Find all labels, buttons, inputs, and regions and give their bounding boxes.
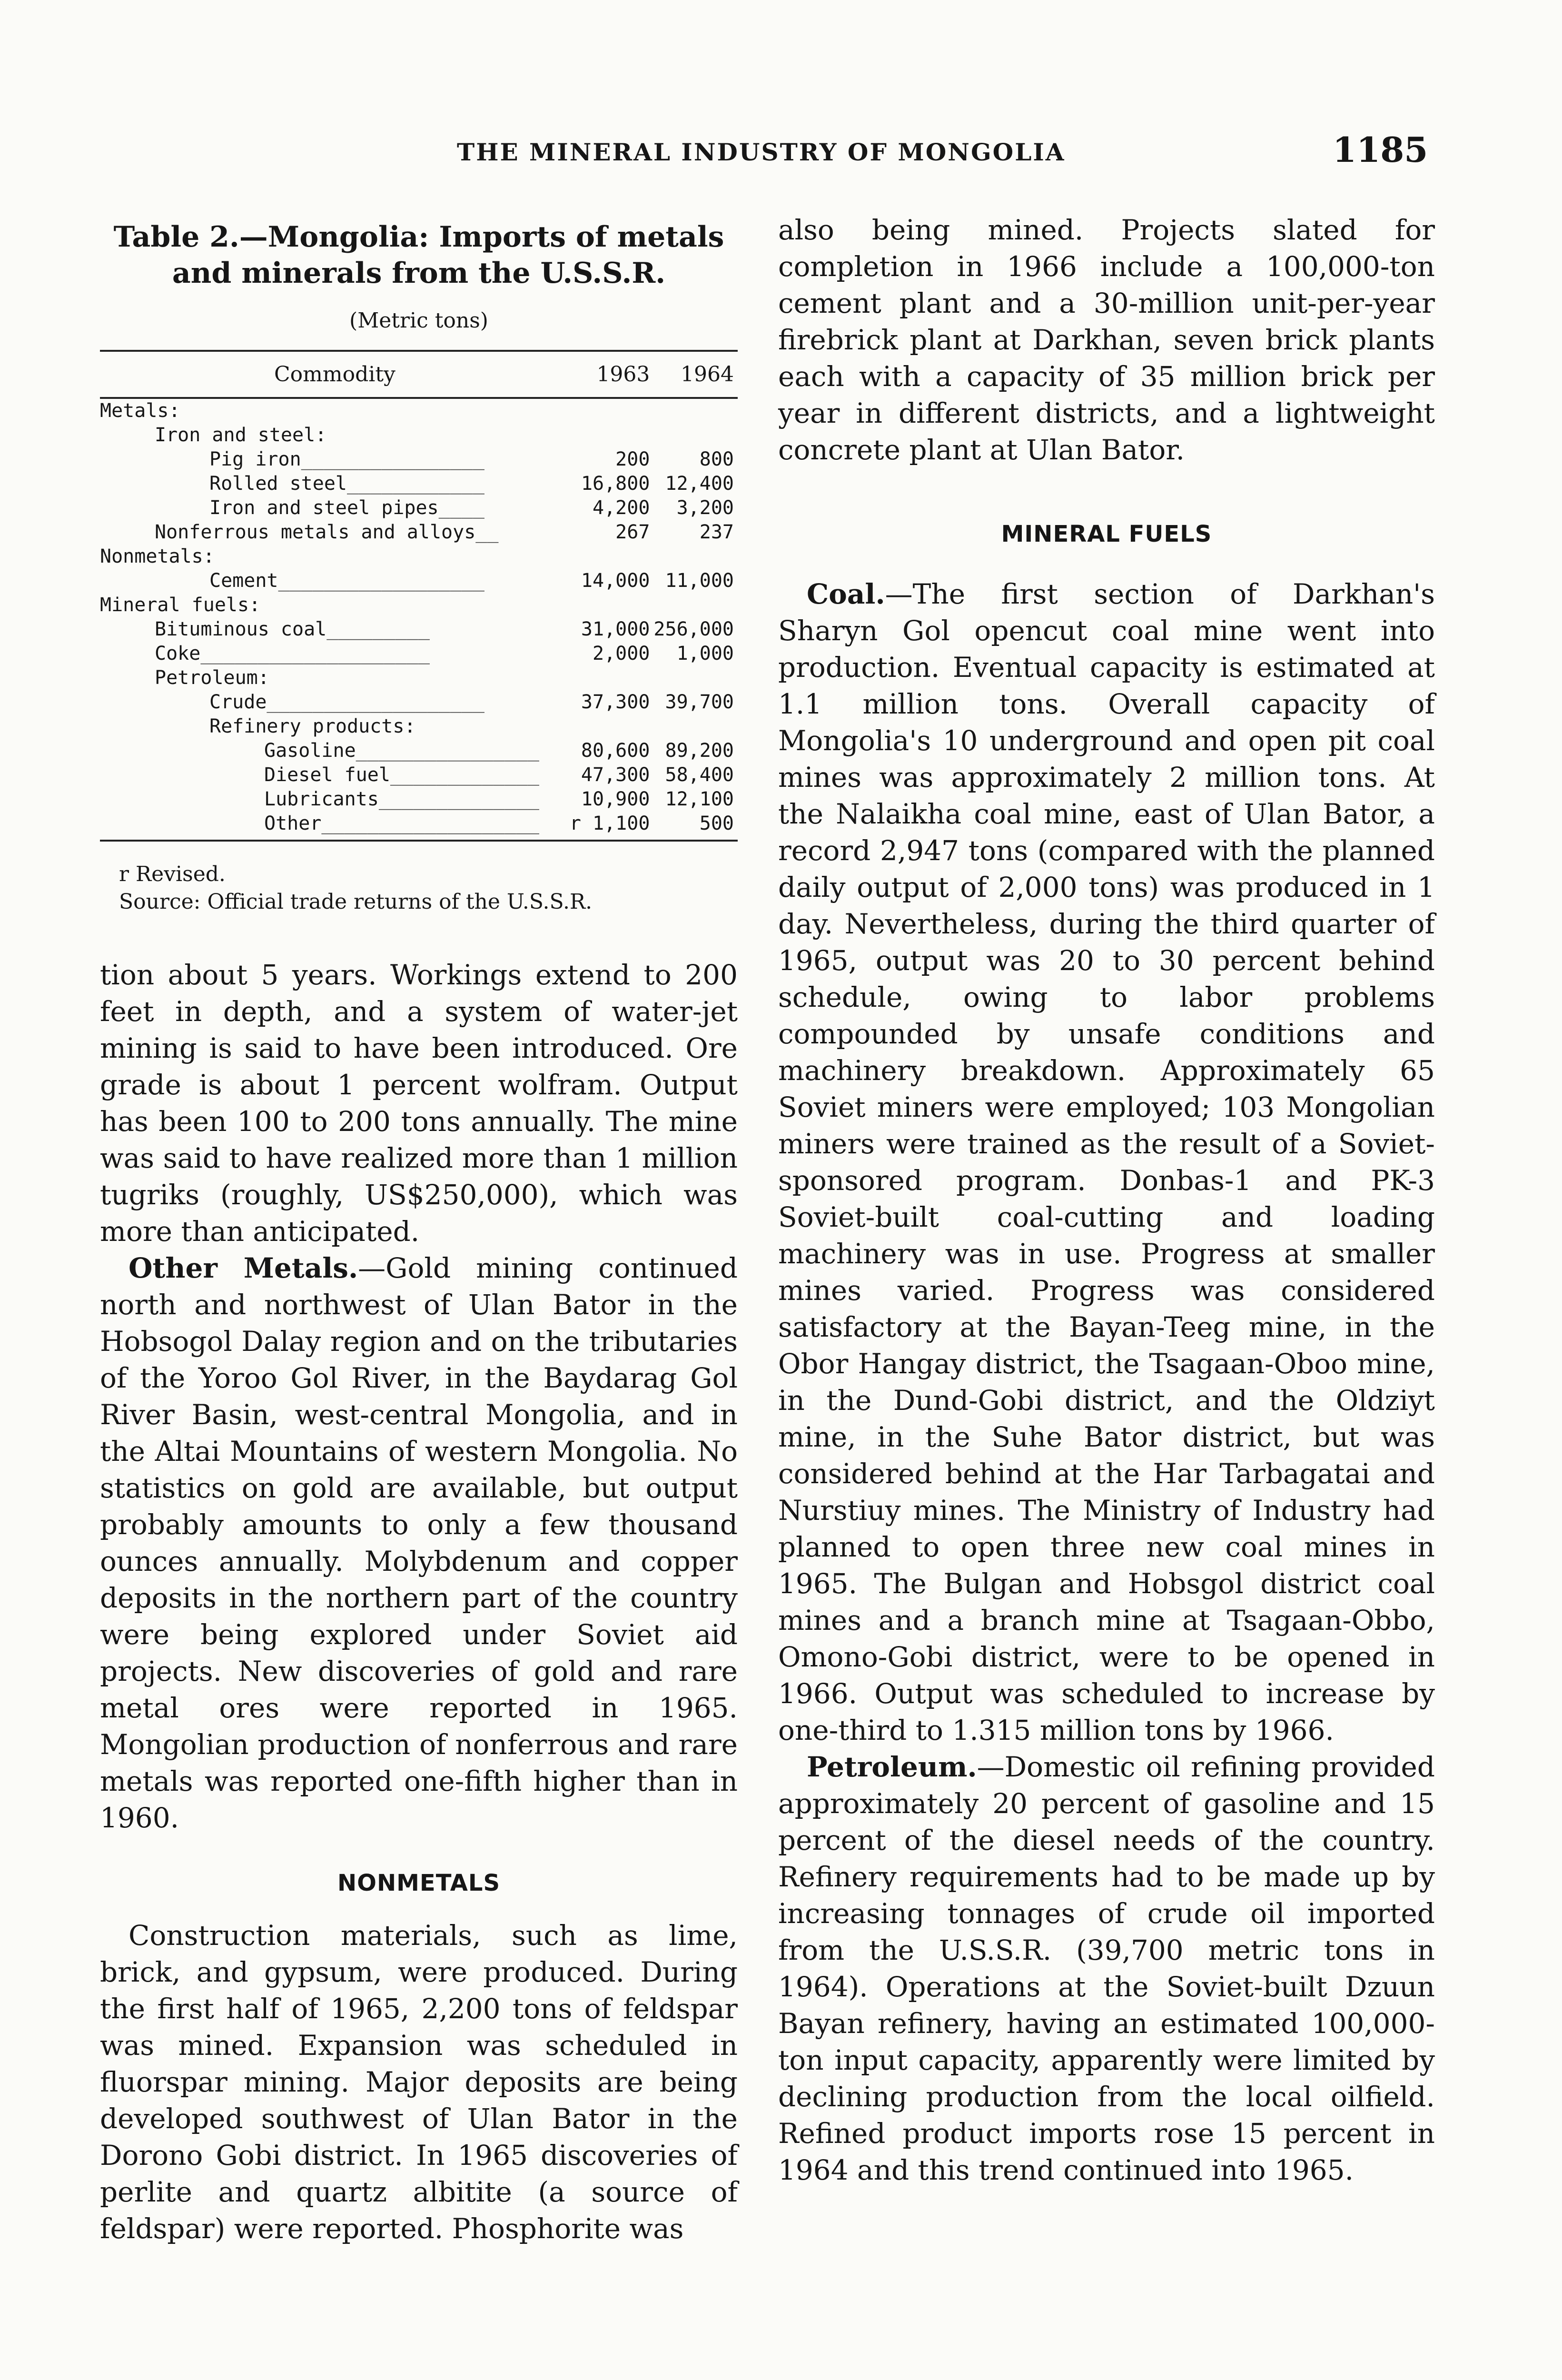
- value-cell-1963: 80,600: [581, 740, 650, 762]
- leader-dots: ____________: [346, 473, 484, 495]
- commodity-cell: [100, 447, 570, 472]
- table-header-row: [100, 351, 738, 398]
- column-header-commodity: Commodity: [100, 351, 570, 398]
- leader-dots: ____________________: [200, 643, 430, 664]
- table-title-line2: and minerals from the U.S.S.R.: [172, 257, 666, 290]
- paragraph-petroleum: [778, 1749, 1435, 2189]
- table-row: [100, 812, 738, 841]
- table-row: [100, 472, 738, 496]
- petroleum-text: —Domestic oil refining provided approximately 20 percent of gasoline and 15 percent of the diesel needs of the country. Refinery requirements had to be made up by increasing tonnages of crude oil imported from the U.S.S.R. (39,700 metric tons in 1964). Operations at the Soviet-built Dzuun Bayan refinery, having an estimated 100,000-ton input capacity, apparently were limited by declining production from the local oilfield. Refined product imports rose 15 percent in 1964 and this trend continued into 1965.: [778, 1751, 1435, 2186]
- table-row: [100, 763, 738, 787]
- commodity-label: Diesel fuel: [264, 764, 390, 786]
- value-cell-1963: 47,300: [581, 764, 650, 786]
- value-cell-1964: 237: [699, 521, 734, 543]
- runin-petroleum: Petroleum.: [807, 1751, 977, 1783]
- value-cell-1964: 12,100: [665, 788, 734, 810]
- commodity-cell: [100, 496, 570, 520]
- leader-dots: ________________: [301, 448, 484, 470]
- commodity-label: Pig iron: [209, 448, 301, 470]
- commodity-label: Iron and steel:: [155, 424, 327, 446]
- value-cell-1963: 2,000: [593, 643, 650, 664]
- value-cell-1963: 31,000: [581, 618, 650, 640]
- table-row: [100, 496, 738, 520]
- table-row: [100, 739, 738, 763]
- commodity-cell: [100, 472, 570, 496]
- commodity-label: Refinery products:: [209, 715, 416, 737]
- paragraph-coal: [778, 576, 1435, 1749]
- commodity-cell: [100, 763, 570, 787]
- heading-nonmetals: NONMETALS: [337, 1870, 501, 1896]
- commodity-label: Rolled steel: [209, 473, 347, 495]
- paragraph-other-metals: [100, 1250, 738, 1836]
- value-cell-1963: 37,300: [581, 691, 650, 713]
- commodity-label: Coke: [155, 643, 201, 664]
- runin-coal: Coal.: [807, 578, 885, 610]
- commodity-cell: [100, 690, 570, 714]
- page-number: 1185: [1333, 129, 1428, 170]
- commodity-label: Metals:: [100, 400, 180, 422]
- table-row: [100, 569, 738, 593]
- table-row: [100, 398, 738, 423]
- commodity-label: Lubricants: [264, 788, 379, 810]
- commodity-label: Bituminous coal: [155, 618, 327, 640]
- commodity-cell: [100, 545, 570, 569]
- table-row: [100, 593, 738, 617]
- table-body: [100, 398, 738, 841]
- commodity-cell: [100, 666, 570, 690]
- commodity-cell: [100, 520, 570, 545]
- commodity-cell: [100, 423, 570, 447]
- value-cell-1964: [653, 714, 738, 739]
- leader-dots: ___________________: [321, 813, 539, 834]
- value-cell-1963: [570, 398, 654, 423]
- paragraph-tungsten-cont: tion about 5 years. Workings extend to 200 feet in depth, and a system of water-jet mining is said to have been introduced. Ore grade is about 1 percent wolfram. Output has been 100 to 200 tons annually. The mine was said to have realized more than 1 million tugriks (roughly, US$250,000), which was more than anticipated.: [100, 959, 738, 1248]
- value-cell-1964: 500: [653, 812, 738, 841]
- table-row: [100, 787, 738, 812]
- value-cell-1964: 58,400: [665, 764, 734, 786]
- coal-text: —The first section of Darkhan's Sharyn Gol opencut coal mine went into production. Eventual capacity is estimated at 1.1 million tons. Overall capacity of Mongolia's 10 underground and open pit coal mines was approximately 2 million tons. At the Nalaikha coal mine, east of Ulan Bator, a record 2,947 tons (compared with the planned daily output of 2,000 tons) was produced in 1 day. Nevertheless, during the third quarter of 1965, output was 20 to 30 percent behind schedule, owing to labor problems compounded by unsafe conditions and machinery breakdown. Approximately 65 Soviet miners were employed; 103 Mongolian miners were trained as the result of a Soviet-sponsored program. Donbas-1 and PK-3 Soviet-built coal-cutting and loading machinery was in use. Progress at smaller mines varied. Progress was considered satisfactory at the Bayan-Teeg mine, in the Obor Hangay district, the Tsagaan-Oboo mine, in the Dund-Gobi district, and the Oldziyt mine, in the Suhe Bator district, but was considered behind at the Har Tarbagatai and Nurstiuy mines. The Ministry of Industry had planned to open three new coal mines in 1965. The Bulgan and Hobsgol district coal mines and a branch mine at Tsagaan-Obbo, Omono-Gobi district, were to be opened in 1966. Output was scheduled to increase by one-third to 1.315 million tons by 1966.: [778, 578, 1435, 1746]
- table-units: (Metric tons): [349, 308, 488, 333]
- commodity-cell: [100, 812, 570, 841]
- commodity-label: Other: [264, 813, 322, 834]
- value-cell-1963: [570, 593, 654, 617]
- paragraph-nonmetals-cont: also being mined. Projects slated for completion in 1966 include a 100,000-ton cement plant and a 30-million unit-per-year firebrick plant at Darkhan, seven brick plants each with a capacity of 35 million brick per year in different districts, and a lightweight concrete plant at Ulan Bator.: [778, 214, 1435, 466]
- commodity-cell: [100, 714, 570, 739]
- paragraph-nonmetals: Construction materials, such as lime, brick, and gypsum, were produced. During the first half of 1965, 2,200 tons of feldspar was mined. Expansion was scheduled in fluorspar mining. Major deposits are being developed southwest of Ulan Bator in the Dorono Gobi district. In 1965 discoveries of perlite and quartz albitite (a source of feldspar) were reported. Phosphorite was: [100, 1919, 738, 2245]
- table-row: [100, 690, 738, 714]
- commodity-cell: [100, 398, 570, 423]
- commodity-label: Gasoline: [264, 740, 356, 762]
- value-cell-1963: [570, 714, 654, 739]
- commodity-cell: [100, 617, 570, 642]
- column-header-1964: 1964: [653, 351, 738, 398]
- value-cell-1964: 89,200: [665, 740, 734, 762]
- value-cell-1964: 11,000: [665, 570, 734, 592]
- commodity-cell: [100, 787, 570, 812]
- commodity-label: Crude: [209, 691, 267, 713]
- note-source: Source: Official trade returns of the U.S.S.R.: [119, 890, 593, 914]
- table-block: [100, 219, 738, 916]
- table-row: [100, 666, 738, 690]
- value-cell-1964: 3,200: [676, 497, 734, 519]
- value-cell-1963: 4,200: [593, 497, 650, 519]
- runin-other-metals: Other Metals.: [129, 1252, 358, 1284]
- commodity-cell: [100, 593, 570, 617]
- value-cell-1964: [653, 666, 738, 690]
- commodity-label: Nonmetals:: [100, 545, 215, 567]
- value-cell-1964: 1,000: [676, 643, 734, 664]
- table-row: [100, 520, 738, 545]
- note-revised: r Revised.: [119, 862, 226, 886]
- value-cell-1964: 256,000: [653, 618, 734, 640]
- table-row: [100, 423, 738, 447]
- table-row: [100, 714, 738, 739]
- leader-dots: __________________: [278, 570, 484, 592]
- other-metals-text: —Gold mining continued north and northwest of Ulan Bator in the Hobsogol Dalay region and on the tributaries of the Yoroo Gol River, in the Baydarag Gol River Basin, west-central Mongolia, and in the Altai Mountains of western Mongolia. No statistics on gold are available, but output probably amounts to only a few thousand ounces annually. Molybdenum and copper deposits in the northern part of the country were being explored under Soviet aid projects. New discoveries of gold and rare metal ores were reported in 1965. Mongolian production of nonferrous and rare metals was reported one-fifth higher than in 1960.: [100, 1252, 738, 1834]
- value-cell-1964: [653, 423, 738, 447]
- commodity-cell: [100, 642, 570, 666]
- value-cell-1964: 800: [699, 448, 734, 470]
- commodity-label: Nonferrous metals and alloys: [155, 521, 476, 543]
- leader-dots: ____: [438, 497, 484, 519]
- leader-dots: ___________________: [267, 691, 484, 713]
- left-column: [100, 219, 738, 2247]
- commodity-cell: [100, 739, 570, 763]
- column-header-1963: 1963: [570, 351, 654, 398]
- table-row: [100, 617, 738, 642]
- value-cell-1963: 200: [615, 448, 650, 470]
- commodity-label: Iron and steel pipes: [209, 497, 439, 519]
- commodity-cell: [100, 569, 570, 593]
- table-notes: [100, 861, 738, 916]
- table-row: [100, 447, 738, 472]
- leader-dots: _________: [326, 618, 430, 640]
- value-cell-1963: [570, 423, 654, 447]
- value-cell-1963: [570, 545, 654, 569]
- value-cell-1963: r 1,100: [570, 812, 654, 841]
- running-head: THE MINERAL INDUSTRY OF MONGOLIA: [457, 138, 1066, 166]
- value-cell-1964: [653, 398, 738, 423]
- imports-table: [100, 350, 738, 842]
- value-cell-1963: 16,800: [581, 473, 650, 495]
- table-row: [100, 545, 738, 569]
- left-text: [100, 957, 738, 2247]
- table-row: [100, 642, 738, 666]
- value-cell-1963: [570, 666, 654, 690]
- leader-dots: ______________: [378, 788, 539, 810]
- value-cell-1963: 267: [615, 521, 650, 543]
- commodity-label: Petroleum:: [155, 667, 269, 689]
- leader-dots: _____________: [390, 764, 539, 786]
- value-cell-1964: [653, 593, 738, 617]
- value-cell-1963: 14,000: [581, 570, 650, 592]
- value-cell-1964: 39,700: [665, 691, 734, 713]
- heading-mineral-fuels: MINERAL FUELS: [1001, 521, 1212, 547]
- leader-dots: ________________: [356, 740, 539, 762]
- value-cell-1963: 10,900: [581, 788, 650, 810]
- leader-dots: __: [475, 521, 499, 543]
- value-cell-1964: [653, 545, 738, 569]
- commodity-label: Cement: [209, 570, 278, 592]
- table-title-line1: Table 2.—Mongolia: Imports of metals: [113, 220, 724, 254]
- table-title: [100, 219, 738, 291]
- value-cell-1964: 12,400: [665, 473, 734, 495]
- right-column: [778, 212, 1435, 2189]
- commodity-label: Mineral fuels:: [100, 594, 261, 616]
